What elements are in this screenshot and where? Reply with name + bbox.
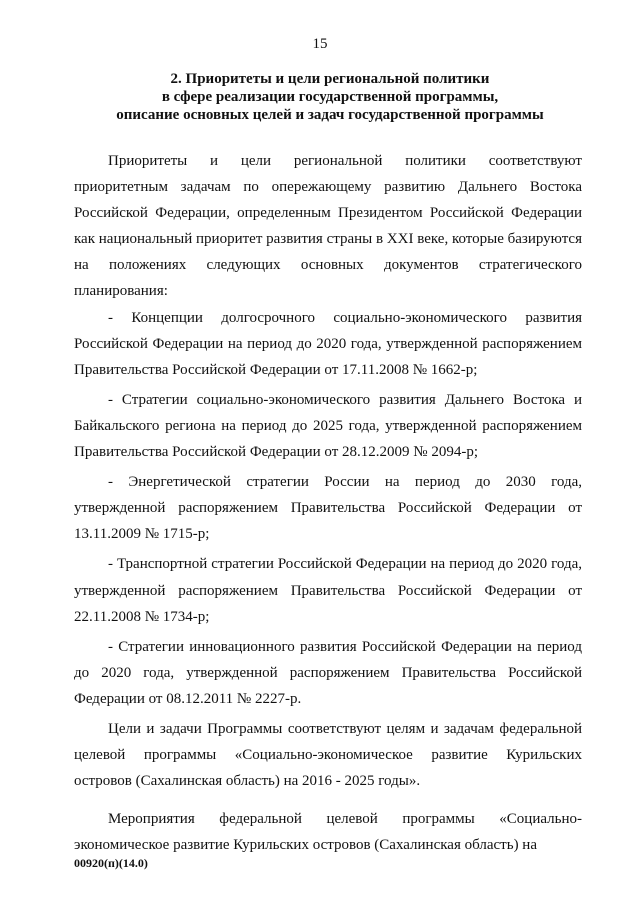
list-item-transport-strategy: - Транспортной стратегии Российской Федерации на период до 2020 года, утвержденной распоряжением Правительства Российской Федерации от 22.11.2008 № 1734-р; xyxy=(74,556,582,625)
section-heading xyxy=(60,70,600,124)
document-code: 00920(п)(14.0) xyxy=(74,856,148,870)
heading-line-3: описание основных целей и задач государственной программы xyxy=(116,107,544,123)
list-item-far-east-strategy: - Стратегии социально-экономического развития Дальнего Востока и Байкальского региона на период до 2025 года, утвержденной распоряжением Правительства Российской Федерации от 28.12.2009 № 2094-р; xyxy=(74,391,582,461)
page-number: 15 xyxy=(312,36,328,52)
paragraph-program-goals: Цели и задачи Программы соответствуют целям и задачам федеральной целевой программы «Социально-экономическое развитие Курильских островов (Сахалинская область) на 2016 - 2025 годы». xyxy=(74,720,582,790)
list-item-innovation-strategy: - Стратегии инновационного развития Российской Федерации на период до 2020 года, утвержденной распоряжением Правительства Российской Федерации от 08.12.2011 № 2227-р. xyxy=(74,638,582,707)
paragraph-priorities: Приоритеты и цели региональной политики соответствуют приоритетным задачам по опережающему развитию Дальнего Востока Российской Федерации, определенным Президентом Российской Федерации как национальный приоритет развития страны в XXI веке, которые базируются на положениях следующих основных документов стратегического планирования: xyxy=(74,153,582,300)
list-item-energy-strategy: - Энергетической стратегии России на период до 2030 года, утвержденной распоряжением Правительства Российской Федерации от 13.11.2009 № 1715-р; xyxy=(74,474,582,543)
list-item-concept-2020: - Концепции долгосрочного социально-экономического развития Российской Федерации на период до 2020 года, утвержденной распоряжением Правительства Российской Федерации от 17.11.2008 № 1662-р; xyxy=(74,309,582,378)
body-text xyxy=(74,148,582,858)
heading-line-1: 2. Приоритеты и цели региональной политики xyxy=(170,71,490,87)
heading-line-2: в сфере реализации государственной программы, xyxy=(161,89,499,105)
paragraph-program-measures: Мероприятия федеральной целевой программы «Социально-экономическое развитие Курильских островов (Сахалинская область) на xyxy=(74,811,582,854)
